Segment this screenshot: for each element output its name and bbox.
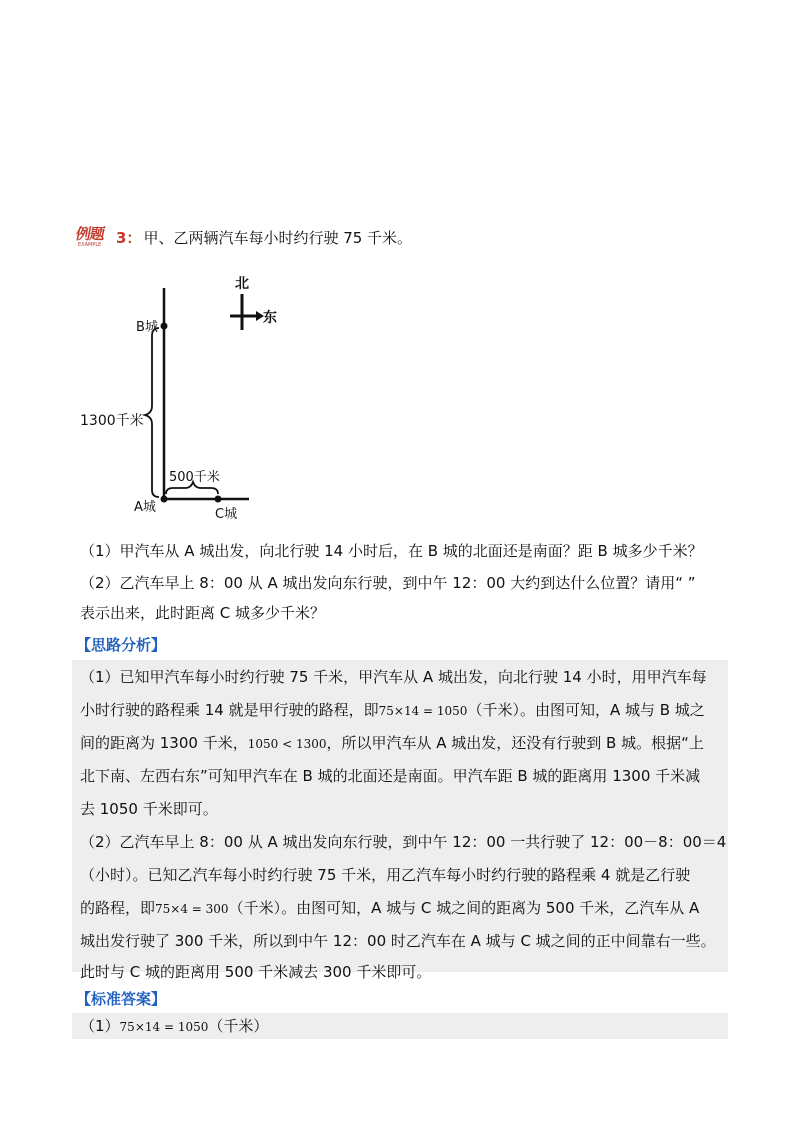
analysis-p2-text-a: 的路程，即 xyxy=(80,899,156,917)
city-c-label: C城 xyxy=(215,507,238,522)
analysis-p1-text-b: （千米）。由图可知，A 城与 B 城之 xyxy=(467,701,705,719)
problem-number: 3： xyxy=(116,228,142,247)
city-a-label: A城 xyxy=(134,500,156,515)
question-2-line-2: 表示出来，此时距离 C 城多少千米？ xyxy=(80,604,326,622)
answer-prefix: （1） xyxy=(80,1017,120,1035)
analysis-p2-line-3 xyxy=(80,892,728,926)
analysis-p2-line-1: （2）乙汽车早上 8：00 从 A 城出发向东行驶，到中午 12：00 一共行驶了 12：00－8：00＝4 xyxy=(80,833,727,851)
problem-header xyxy=(74,222,412,252)
map-diagram xyxy=(75,268,285,528)
formula-compare: 1050 < 1300 xyxy=(247,737,327,751)
analysis-p2-line-2: （小时）。已知乙汽车每小时约行驶 75 千米，用乙汽车每小时约行驶的路程乘 4 就是乙行驶 xyxy=(80,866,691,884)
analysis-p1-line-4: 北下南、左西右东”可知甲汽车在 B 城的北面还是南面。甲汽车距 B 城的距离用 1300 千米减 xyxy=(80,767,701,785)
north-label: 北 xyxy=(235,276,249,292)
analysis-p2-line-5: 此时与 C 城的距离用 500 千米减去 300 千米即可。 xyxy=(80,963,432,981)
question-2-line-1: （2）乙汽车早上 8：00 从 A 城出发向东行驶，到中午 12：00 大约到达什么位置？请用“ ” xyxy=(80,574,696,592)
distance-ab-label: 1300千米 xyxy=(80,413,144,429)
analysis-p1-line-2 xyxy=(80,694,728,728)
answer-formula: 75×14 = 1050 xyxy=(119,1020,209,1034)
city-b-label: B城 xyxy=(136,320,158,335)
analysis-p1-text-a: 小时行驶的路程乘 14 就是甲行驶的路程，即 xyxy=(80,701,379,719)
analysis-p2-text-b: （千米）。由图可知，A 城与 C 城之间的距离为 500 千米，乙汽车从 A xyxy=(228,899,700,917)
brace-ab-icon xyxy=(145,328,159,497)
analysis-p1-line-5: 去 1050 千米即可。 xyxy=(80,800,218,818)
answer-unit: （千米） xyxy=(208,1017,269,1035)
badge-subtext: EXAMPLE xyxy=(78,242,102,248)
east-label: 东 xyxy=(263,310,277,326)
city-b-point xyxy=(161,323,168,330)
answer-line-1 xyxy=(80,1010,728,1044)
question-1: （1）甲汽车从 A 城出发，向北行驶 14 小时后，在 B 城的北面还是南面？距 B 城多少千米？ xyxy=(80,542,703,560)
analysis-p2-line-4: 城出发行驶了 300 千米，所以到中午 12：00 时乙汽车在 A 城与 C 城之间的正中间靠右一些。 xyxy=(80,932,716,950)
answer-title: 【标准答案】 xyxy=(76,990,167,1008)
compass-icon xyxy=(230,294,264,330)
distance-ac-label: 500千米 xyxy=(169,470,220,485)
formula-75x14: 75×14 = 1050 xyxy=(378,704,468,718)
example-badge-icon xyxy=(74,223,114,251)
city-a-point xyxy=(161,496,168,503)
problem-statement: 甲、乙两辆汽车每小时约行驶 75 千米。 xyxy=(143,228,413,247)
analysis-p1-text-d: ，所以甲汽车从 A 城出发，还没有行驶到 B 城。根据“上 xyxy=(326,734,704,752)
formula-75x4: 75×4 = 300 xyxy=(155,902,229,916)
analysis-title: 【思路分析】 xyxy=(76,636,167,654)
city-c-point xyxy=(215,496,222,503)
analysis-p1-text-c: 间的距离为 1300 千米， xyxy=(80,734,248,752)
analysis-p1-line-3 xyxy=(80,727,728,761)
badge-text: 例题 xyxy=(74,225,106,243)
analysis-p1-line-1: （1）已知甲汽车每小时约行驶 75 千米，甲汽车从 A 城出发，向北行驶 14 小时，用甲汽车每 xyxy=(80,668,707,686)
